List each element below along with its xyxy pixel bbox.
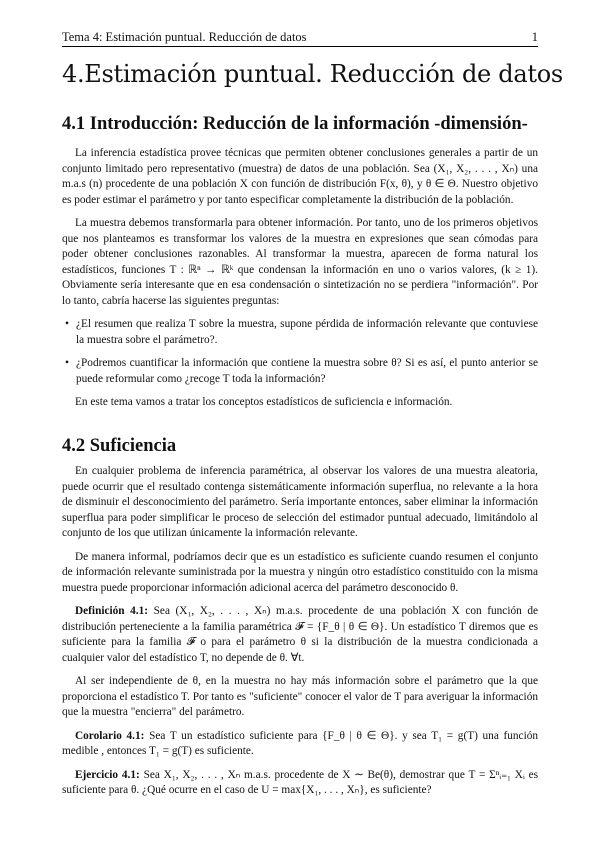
- section-body-introduccion: [62, 146, 538, 419]
- question-list: [62, 317, 538, 387]
- paragraph: La muestra debemos transformarla para obtener información. Por tanto, uno de los primeros objetivos que nos planteamos es transformar los valores de la muestra en expresiones que sean cómodas para poder obtener conclusiones razonables. Al transformar la muestra, aparecen de forma natural los estadísticos, funciones T : ℝⁿ → ℝᵏ que condensan la información en uno o varios valores, (k ≥ 1). Obviamente sería interesante que en esa condensación o sintetización no se perdiera "información". Por lo tanto, cabría hacerse las siguientes preguntas:: [62, 217, 538, 307]
- paragraph: Al ser independiente de θ, en la muestra no hay más información sobre el parámetro que la que proporciona el estadístico T. Por tanto es "suficiente" conocer el valor de T para averiguar la información que la muestra "encierra" del parámetro.: [62, 675, 538, 718]
- page-number: 1: [531, 30, 538, 44]
- list-item: • ¿El resumen que realiza T sobre la muestra, supone pérdida de información relevante que contuviese la muestra sobre el parámetro?.: [65, 318, 538, 346]
- corollary-text: Sea T un estadístico suficiente para {F_θ | θ ∈ Θ}. y sea T₁ = g(T) una función medible , entonces T₁ = g(T) es suficiente.: [62, 729, 539, 757]
- paragraph: De manera informal, podríamos decir que es un estadístico es suficiente cuando resumen el conjunto de información relevante suministrada por la muestra y ningún otro estadístico constituido con la misma muestra puede proporcionar información adicional acerca del parámetro desconocido θ.: [62, 550, 538, 594]
- definition-text: Sea (X₁, X₂, . . . , Xₙ) m.a.s. procedente de una población X con función de distribución perteneciente a la familia paramétrica 𝓕 = {F_θ | θ ∈ Θ}. Un estadístico T diremos que es suficiente para la familia 𝓕 o para el parámetro θ si la distribución de la muestra condicionada a cualquier valor del estadístico T, no depende de θ. ∀t.: [62, 605, 538, 664]
- running-header: [62, 30, 538, 45]
- paragraph: En este tema vamos a tratar los conceptos estadísticos de suficiencia e información.: [75, 396, 453, 408]
- chapter-title: 4.Estimación puntual. Reducción de datos: [62, 60, 563, 88]
- list-item: • ¿Podremos cuantificar la información que contiene la muestra sobre θ? Si es así, el punto anterior se puede reformular como ¿recoge T toda la información?: [65, 357, 538, 385]
- bullet-icon: •: [65, 357, 69, 369]
- section-title-suficiencia: 4.2 Suficiencia: [62, 436, 177, 456]
- paragraph: La inferencia estadística provee técnicas que permiten obtener conclusiones generales a partir de un conjunto limitado pero representativo (muestra) de datos de una población. Sea (X₁, X₂, . . . , Xₙ) una m.a.s (n) procedente de una población X con función de distribución F(x, θ), y θ ∈ Θ. Nuestro objetivo es poder estimar el parámetro y por tanto especificar completamente la distribución de la población.: [62, 147, 538, 206]
- exercise-text: Sea X₁, X₂, . . . , Xₙ m.a.s. procedente de X ∼ Be(θ), demostrar que T = Σⁿᵢ₌₁ Xᵢ es suficiente para θ. ¿Qué ocurre en el caso de U = max{X₁, . . . , Xₙ}, es suficiente?: [62, 768, 538, 796]
- section-body-suficiencia: [62, 464, 538, 807]
- running-title: Tema 4: Estimación puntual. Reducción de datos: [62, 30, 307, 44]
- paragraph: En cualquier problema de inferencia paramétrica, al observar los valores de una muestra aleatoria, puede ocurrir que el resultado contenga sistemáticamente información superflua, no relevante a la hora de disminuir el desconocimiento del parámetro. Sería importante entonces, saber eliminar la información superflua para poder simplificar le proceso de selección del estimador puntual adecuado, limitándolo al conjunto de los que utilizan únicamente la información relevante.: [62, 465, 538, 539]
- exercise-4-1: [62, 768, 538, 799]
- header-rule: [62, 46, 538, 47]
- exercise-label: Ejercicio 4.1:: [75, 768, 140, 781]
- corollary-label: Corolario 4.1:: [75, 729, 145, 742]
- corollary-4-1: [62, 729, 538, 760]
- definition-label: Definición 4.1:: [75, 605, 149, 617]
- bullet-icon: •: [65, 318, 69, 330]
- section-title-introduccion: 4.1 Introducción: Reducción de la información -dimensión-: [62, 114, 528, 134]
- definition-4-1: [62, 604, 538, 666]
